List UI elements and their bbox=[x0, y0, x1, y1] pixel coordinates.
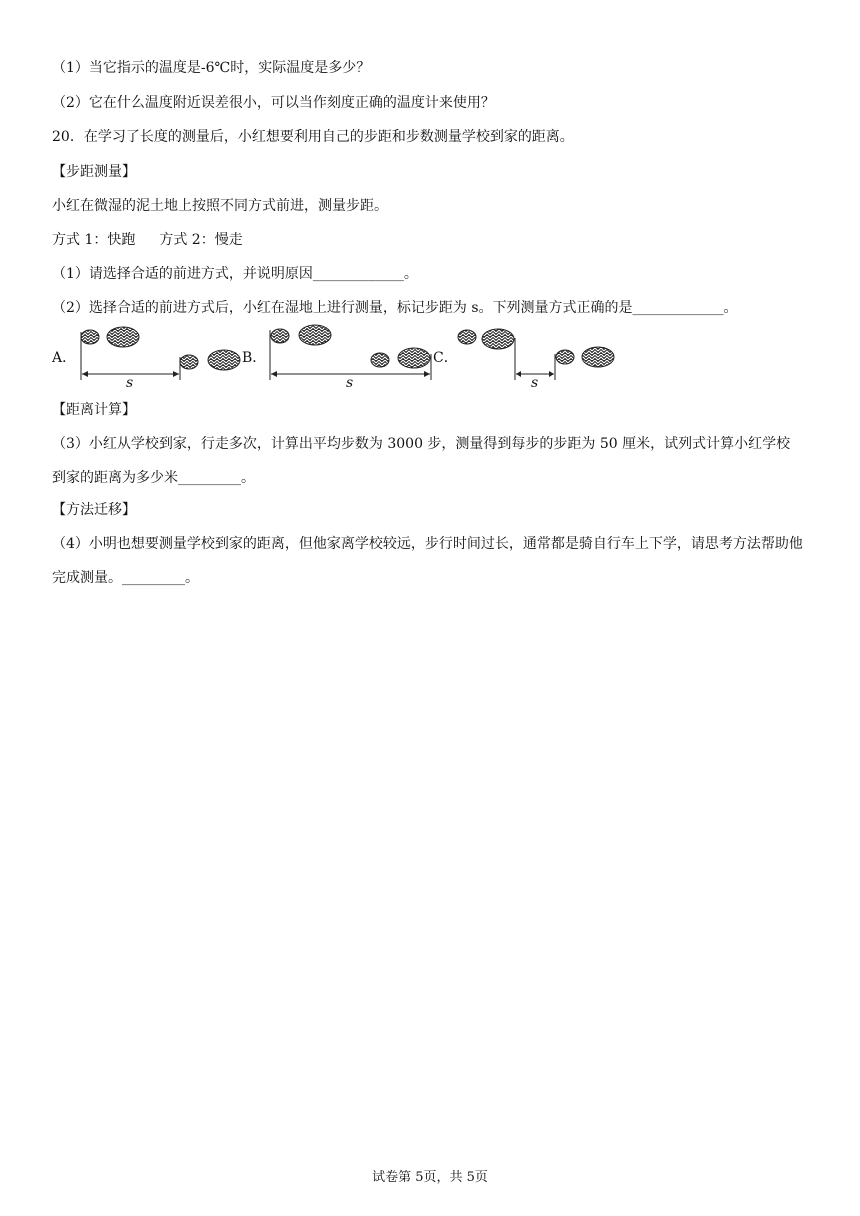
footprints-diagram bbox=[52, 324, 632, 392]
q19-part2: （2）它在什么温度附近误差很小，可以当作刻度正确的温度计来使用？ bbox=[52, 95, 495, 111]
option-a-diagram bbox=[81, 327, 240, 380]
option-c-label: C． bbox=[433, 350, 458, 366]
option-c-s-label: s bbox=[531, 375, 539, 391]
option-b-label: B． bbox=[242, 350, 267, 366]
option-b-s-label: s bbox=[346, 375, 354, 391]
section-heading-stride: 【步距测量】 bbox=[52, 164, 136, 180]
q20-part2: （2）选择合适的前进方式后，小红在湿地上进行测量，标记步距为 s。下列测量方式正确的是_____________。 bbox=[52, 300, 738, 316]
option-a-s-label: s bbox=[126, 375, 134, 391]
q20-modes bbox=[52, 230, 243, 250]
option-b-diagram bbox=[270, 325, 431, 380]
page-footer: 试卷第 5页，共 5页 bbox=[372, 1170, 488, 1185]
q20-part1: （1）请选择合适的前进方式，并说明原因_____________。 bbox=[52, 266, 418, 282]
mode-1: 方式 1：快跑 bbox=[52, 232, 136, 248]
section-heading-distance: 【距离计算】 bbox=[52, 402, 136, 418]
option-c-diagram bbox=[458, 329, 614, 380]
mode-2: 方式 2：慢走 bbox=[159, 232, 243, 248]
q20-intro: 小红在微湿的泥土地上按照不同方式前进，测量步距。 bbox=[52, 198, 388, 214]
section-heading-transfer: 【方法迁移】 bbox=[52, 502, 136, 518]
q19-part1: （1）当它指示的温度是-6℃时，实际温度是多少？ bbox=[52, 60, 371, 76]
footprint-options-figure bbox=[52, 324, 632, 392]
q20-part3: （3）小红从学校到家，行走多次，计算出平均步数为 3000 步，测量得到每步的步距为 50 厘米，试列式计算小红学校到家的距离为多少米_________。 bbox=[52, 436, 791, 486]
q20-part4: （4）小明也想要测量学校到家的距离，但他家离学校较远，步行时间过长，通常都是骑自行车上下学，请思考方法帮助他完成测量。_________。 bbox=[52, 536, 803, 586]
q20-stem: 20．在学习了长度的测量后，小红想要利用自己的步距和步数测量学校到家的距离。 bbox=[52, 129, 574, 145]
option-a-label: A． bbox=[52, 350, 77, 366]
